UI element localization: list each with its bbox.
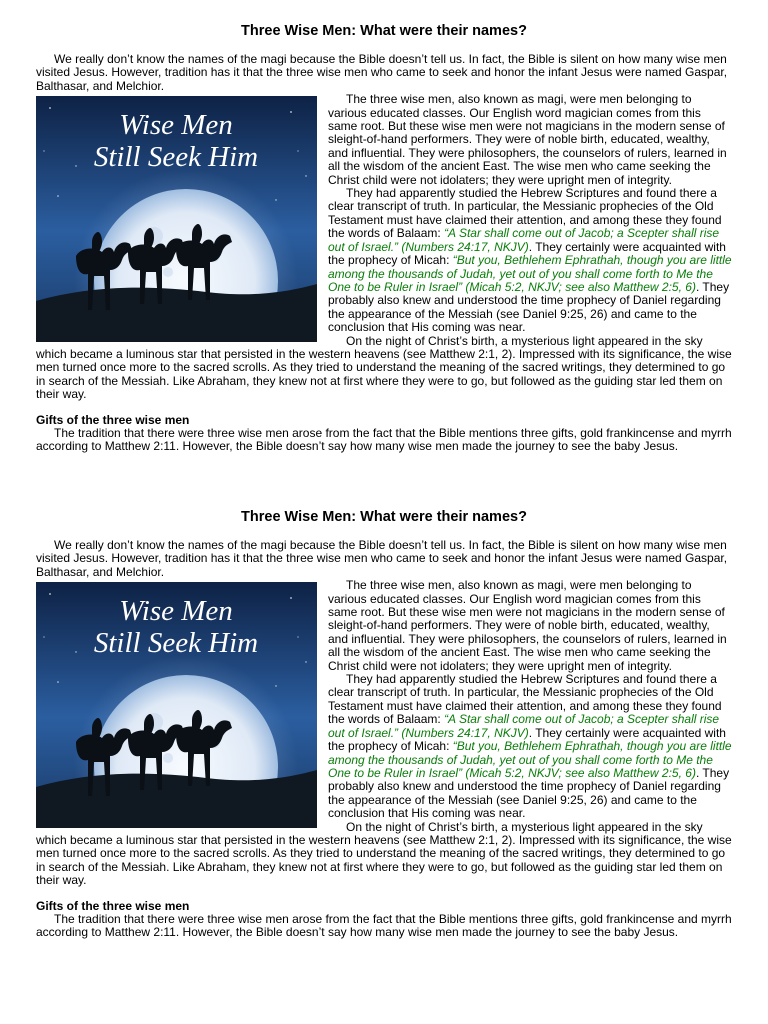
gifts-heading: Gifts of the three wise men: [36, 412, 190, 427]
article-copy-2: [36, 508, 732, 940]
page-title: Three Wise Men: What were their names?: [241, 509, 527, 525]
gifts-paragraph: The tradition that there were three wise men arose from the fact that the Bible mentions three gifts, gold frankincense and myrrh according to Matthew 2:11. However, the Bible doesn’t say how many wise men made the journey to see the baby Jesus.: [36, 911, 732, 940]
camel-caravan-illustration: [36, 582, 317, 828]
wise-men-image: [36, 582, 317, 828]
scripture-lead: They had apparently studied the Hebrew Scriptures and found there a clear transcript of truth. In particular, the Messianic prophecies of the Old Testament must have claimed their attention, and among these they found the words of Balaam:: [328, 186, 722, 241]
magi-paragraph: The three wise men, also known as magi, were men belonging to various educated classes. Our English word magician comes from this same root. But these wise men were not magicians in the modern sense of sleight-of-hand performers. They were of noble birth, educated, wealthy, and influential. They were philosophers, the counselors of rulers, learned in all the wisdom of the ancient East. The wise men who came seeking the Christ child were not idolaters; they were upright men of integrity.: [328, 578, 727, 673]
micah-quote: “But you, Bethlehem Ephrathah, though you are little among the thousands of Judah, yet out of you shall come forth to Me the One to be Ruler in Israel” (Micah 5:2, NKJV; see also Matthew 2:5, 6): [328, 253, 732, 294]
scripture-mid: . They certainly were acquainted with the prophecy of Micah:: [328, 239, 726, 268]
star-paragraph: On the night of Christ’s birth, a mysterious light appeared in the sky which became a luminous star that persisted in the western heavens (see Matthew 2:1, 2). Impressed with its significance, the wise men turned once more to the sacred scrolls. As they tried to understand the meaning of the sacred writings, they determined to go in search of the Messiah. Like Abraham, they knew not at first where they were to go, but followed as the guiding star led them on their way.: [36, 333, 732, 402]
balaam-quote: “A Star shall come out of Jacob; a Scepter shall rise out of Israel.” (Numbers 24:17, NKJV): [328, 712, 720, 740]
image-caption-line-2: Still Seek Him: [93, 627, 259, 660]
scripture-mid: . They certainly were acquainted with the prophecy of Micah:: [328, 725, 726, 754]
scripture-tail: . They probably also knew and understood the time prophecy of Daniel regarding the appearance of the Messiah (see Daniel 9:25, 26) and came to the conclusion that His coming was near.: [328, 765, 730, 821]
intro-paragraph: We really don’t know the names of the magi because the Bible doesn’t tell us. In fact, the Bible is silent on how many wise men visited Jesus. However, tradition has it that the three wise men who came to seek and honor the infant Jesus were named Gaspar, Balthasar, and Melchior.: [36, 52, 728, 93]
image-caption-line-1: Wise Men: [119, 109, 233, 142]
camel-caravan-illustration: [36, 96, 317, 342]
image-caption-line-1: Wise Men: [119, 595, 233, 628]
wise-men-image: [36, 96, 317, 342]
micah-quote: “But you, Bethlehem Ephrathah, though you are little among the thousands of Judah, yet out of you shall come forth to Me the One to be Ruler in Israel” (Micah 5:2, NKJV; see also Matthew 2:5, 6): [328, 739, 732, 780]
article-copy-1: [36, 22, 732, 454]
gifts-heading: Gifts of the three wise men: [36, 898, 190, 913]
magi-paragraph: The three wise men, also known as magi, were men belonging to various educated classes. Our English word magician comes from this same root. But these wise men were not magicians in the modern sense of sleight-of-hand performers. They were of noble birth, educated, wealthy, and influential. They were philosophers, the counselors of rulers, learned in all the wisdom of the ancient East. The wise men who came seeking the Christ child were not idolaters; they were upright men of integrity.: [328, 92, 727, 187]
scripture-lead: They had apparently studied the Hebrew Scriptures and found there a clear transcript of truth. In particular, the Messianic prophecies of the Old Testament must have claimed their attention, and among these they found the words of Balaam:: [328, 672, 722, 727]
star-paragraph: On the night of Christ’s birth, a mysterious light appeared in the sky which became a luminous star that persisted in the western heavens (see Matthew 2:1, 2). Impressed with its significance, the wise men turned once more to the sacred scrolls. As they tried to understand the meaning of the sacred writings, they determined to go in search of the Messiah. Like Abraham, they knew not at first where they were to go, but followed as the guiding star led them on their way.: [36, 819, 732, 888]
page-title: Three Wise Men: What were their names?: [241, 23, 527, 39]
scripture-tail: . They probably also knew and understood the time prophecy of Daniel regarding the appearance of the Messiah (see Daniel 9:25, 26) and came to the conclusion that His coming was near.: [328, 279, 730, 335]
intro-paragraph: We really don’t know the names of the magi because the Bible doesn’t tell us. In fact, the Bible is silent on how many wise men visited Jesus. However, tradition has it that the three wise men who came to seek and honor the infant Jesus were named Gaspar, Balthasar, and Melchior.: [36, 538, 728, 579]
balaam-quote: “A Star shall come out of Jacob; a Scepter shall rise out of Israel.” (Numbers 24:17, NKJV): [328, 226, 720, 254]
image-caption-line-2: Still Seek Him: [93, 141, 259, 174]
gifts-paragraph: The tradition that there were three wise men arose from the fact that the Bible mentions three gifts, gold frankincense and myrrh according to Matthew 2:11. However, the Bible doesn’t say how many wise men made the journey to see the baby Jesus.: [36, 425, 732, 454]
